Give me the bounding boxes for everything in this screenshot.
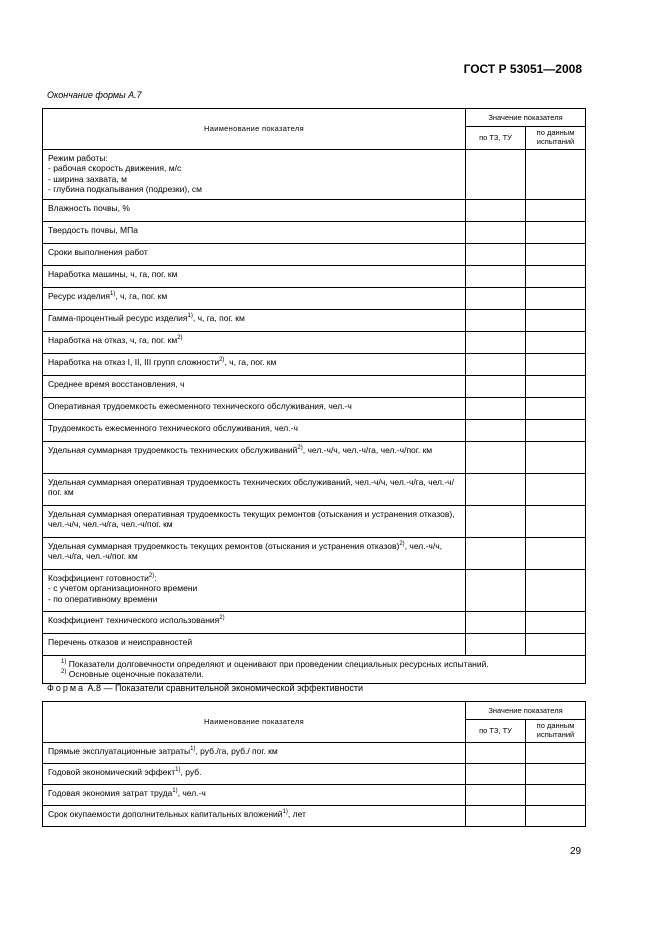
value-test-cell [526,310,586,332]
footnote-ref: 1) [190,746,196,752]
indicator-name-cell [43,420,466,442]
footnote-text: Показатели долговечности определяют и оценивают при проведении специальных ресурсных испытаний. [66,659,489,669]
footnote-ref: 1) [282,809,288,815]
indicator-label: Годовой экономический эффект [48,767,176,777]
table-row [43,200,586,222]
indicator-label: Наработка на отказ, ч, га, пог. км [48,335,178,345]
table-row [43,506,586,538]
indicator-text [48,573,460,583]
indicator-name-cell [43,222,466,244]
indicator-line: Твердость почвы, МПа [48,225,138,235]
indicator-label: Гамма-процентный ресурс изделия [48,313,188,323]
indicator-line: Перечень отказов и неисправностей [48,637,193,647]
indicator-line: - глубина подкапывания (подрезки), см [48,184,203,195]
table-row [43,354,586,376]
column-header-test-line: испытаний [536,137,575,146]
form-a8-title [47,683,363,693]
value-test-cell [526,288,586,310]
footnote-ref: 2) [219,357,225,363]
value-test-cell [526,332,586,354]
value-test-cell [526,266,586,288]
form-a8-body [43,743,586,827]
value-spec-cell [466,785,526,806]
indicator-name-cell [43,376,466,398]
indicator-name-cell [43,150,466,200]
indicator-line: Оперативная трудоемкость ежесменного технического обслуживания, чел.-ч [48,401,352,411]
indicator-units: , ч, га, пог. км [115,291,168,301]
indicator-text [48,788,460,798]
value-test-cell [526,200,586,222]
indicator-line: Трудоемкость ежесменного технического обслуживания, чел.-ч [48,423,298,433]
value-spec-cell [466,420,526,442]
indicator-name-cell [43,310,466,332]
footnote-ref: 1) [172,788,178,794]
form-a8-title-prefix: Форма [47,683,86,693]
table-row [43,332,586,354]
indicator-name-cell [43,743,466,764]
value-spec-cell [466,743,526,764]
indicator-line: Режим работы: [48,153,108,163]
column-header-value: Значение показателя [466,109,586,127]
table-row [43,570,586,612]
value-spec-cell [466,266,526,288]
indicator-units: , ч, га, пог. км [224,357,277,367]
indicator-units: : [154,573,157,583]
table-row [43,743,586,764]
footnote-ref: 2) [148,573,155,579]
value-spec-cell [466,538,526,570]
indicator-name-cell [43,785,466,806]
column-header-test-line: по данным [536,721,575,731]
table-row [43,150,586,200]
indicator-text [48,615,460,625]
indicator-units: , ч, га, пог. км [192,313,245,323]
indicator-text [48,541,460,562]
footnotes-cell [43,656,586,684]
value-test-cell [526,474,586,506]
indicator-line: Сроки выполнения работ [48,247,148,257]
table-row [43,785,586,806]
indicator-name-cell [43,474,466,506]
indicator-units: , чел.-ч [177,788,206,798]
indicator-line: - рабочая скорость движения, м/с [48,163,182,174]
value-spec-cell [466,332,526,354]
indicator-name-cell [43,398,466,420]
indicator-text [48,445,460,455]
table-row [43,376,586,398]
table-row [43,222,586,244]
indicator-line: Удельная суммарная оперативная трудоемкость технических обслуживаний, чел.-ч/ч, чел.-ч/га, чел.-ч/пог. км [48,477,454,498]
indicator-units: , чел.-ч/ч, чел.-ч/га, чел.-ч/пог. км [48,541,443,562]
footnote-ref: 2) [297,445,303,451]
indicator-label: Прямые эксплуатационные затраты [48,746,191,756]
footnote-mark: 2) [61,669,67,676]
indicator-name-cell [43,200,466,222]
value-spec-cell [466,310,526,332]
indicator-line: Влажность почвы, % [48,203,130,213]
value-spec-cell [466,806,526,827]
indicator-name-cell [43,288,466,310]
value-test-cell [526,806,586,827]
table-row [43,612,586,634]
value-test-cell [526,222,586,244]
indicator-line: - по оперативному времени [48,593,158,604]
value-test-cell [526,376,586,398]
indicator-label: Коэффициент готовности [48,573,149,583]
table-row [43,538,586,570]
indicator-text [48,746,460,756]
column-header-name: Наименование показателя [43,702,466,743]
indicator-name-cell [43,244,466,266]
table-row [43,244,586,266]
indicator-name-cell [43,764,466,785]
table-row [43,266,586,288]
indicator-label: Срок окупаемости дополнительных капитальных вложений [48,809,283,819]
footnote-ref: 2) [399,541,405,547]
indicator-line: - с учетом организационного времени [48,583,198,594]
value-test-cell [526,442,586,474]
value-test-cell [526,150,586,200]
value-spec-cell [466,354,526,376]
value-spec-cell [466,244,526,266]
form-a8-table [42,701,586,827]
indicator-label: Ресурс изделия [48,291,110,301]
table-row [43,288,586,310]
indicator-text [48,357,460,367]
indicator-name-cell [43,570,466,612]
document-code: ГОСТ Р 53051—2008 [463,62,582,76]
table-row [43,474,586,506]
column-header-test-line: по данным [536,128,575,138]
value-test-cell [526,420,586,442]
indicator-units: , чел.-ч/ч, чел.-ч/га, чел.-ч/пог. км [302,445,433,455]
indicator-line: Среднее время восстановления, ч [48,379,185,389]
value-test-cell [526,244,586,266]
value-test-cell [526,506,586,538]
value-test-cell [526,634,586,656]
table-row [43,420,586,442]
column-header-value: Значение показателя [466,702,586,720]
indicator-label: Удельная суммарная трудоемкость текущих ремонтов (отыскания и устранения отказов) [48,541,400,551]
indicator-name-cell [43,354,466,376]
value-spec-cell [466,222,526,244]
column-header-spec: по ТЗ, ТУ [466,720,526,743]
value-spec-cell [466,398,526,420]
indicator-text [48,767,460,777]
value-spec-cell [466,474,526,506]
value-test-cell [526,538,586,570]
indicator-text [48,313,460,323]
value-test-cell [526,764,586,785]
table-caption: Окончание формы А.7 [47,90,142,100]
indicator-units: , руб./га, руб./ пог. км [195,746,278,756]
form-a7-table [42,108,586,684]
footnote-text: Основные оценочные показатели. [66,669,204,680]
indicator-name-cell [43,634,466,656]
indicator-line: - ширина захвата, м [48,173,127,184]
value-spec-cell [466,150,526,200]
indicator-units: , лет [287,809,306,819]
indicator-label: Коэффициент технического использования [48,615,220,625]
footnote-ref: 1) [175,767,181,773]
column-header-spec: по ТЗ, ТУ [466,127,526,150]
column-header-name: Наименование показателя [43,109,466,150]
table-row [43,806,586,827]
table-row [43,398,586,420]
page-number: 29 [570,846,582,857]
indicator-name-cell [43,506,466,538]
value-spec-cell [466,376,526,398]
value-test-cell [526,785,586,806]
value-spec-cell [466,288,526,310]
indicator-units: , руб. [180,767,202,777]
footnote [61,659,580,669]
indicator-line: Наработка машины, ч, га, пог. км [48,269,178,279]
value-spec-cell [466,570,526,612]
indicator-text [48,809,460,819]
indicator-line: Удельная суммарная оперативная трудоемкость текущих ремонтов (отыскания и устранения отказов), чел.-ч/ч, чел.-ч/га, чел.-ч/пог. км [48,509,455,530]
value-test-cell [526,398,586,420]
footnote-ref: 1) [187,313,193,319]
value-spec-cell [466,442,526,474]
indicator-name-cell [43,538,466,570]
column-header-test-line: испытаний [536,730,575,739]
indicator-label: Наработка на отказ I, II, III групп сложности [48,357,220,367]
indicator-name-cell [43,442,466,474]
table-row [43,310,586,332]
indicator-label: Годовая экономия затрат труда [48,788,173,798]
value-test-cell [526,570,586,612]
form-a8-title-text: А.8 — Показатели сравнительной экономической эффективности [85,683,364,693]
value-spec-cell [466,634,526,656]
indicator-label: Удельная суммарная трудоемкость технических обслуживаний [48,445,298,455]
footnote-ref: 2) [219,615,225,621]
table-row [43,442,586,474]
indicator-name-cell [43,612,466,634]
indicator-name-cell [43,332,466,354]
column-header-test [526,720,586,743]
indicator-text [48,291,460,301]
column-header-test [526,127,586,150]
value-spec-cell [466,612,526,634]
value-spec-cell [466,200,526,222]
value-spec-cell [466,764,526,785]
footnotes-row [43,656,586,684]
form-a7-body [43,150,586,684]
indicator-name-cell [43,266,466,288]
table-row [43,764,586,785]
table-row [43,634,586,656]
value-spec-cell [466,506,526,538]
value-test-cell [526,354,586,376]
value-test-cell [526,612,586,634]
footnote-ref: 2) [177,335,183,341]
indicator-name-cell [43,806,466,827]
footnote [61,669,580,679]
footnote-mark: 1) [61,659,67,665]
value-test-cell [526,743,586,764]
footnote-ref: 1) [109,291,116,297]
indicator-text [48,335,460,345]
